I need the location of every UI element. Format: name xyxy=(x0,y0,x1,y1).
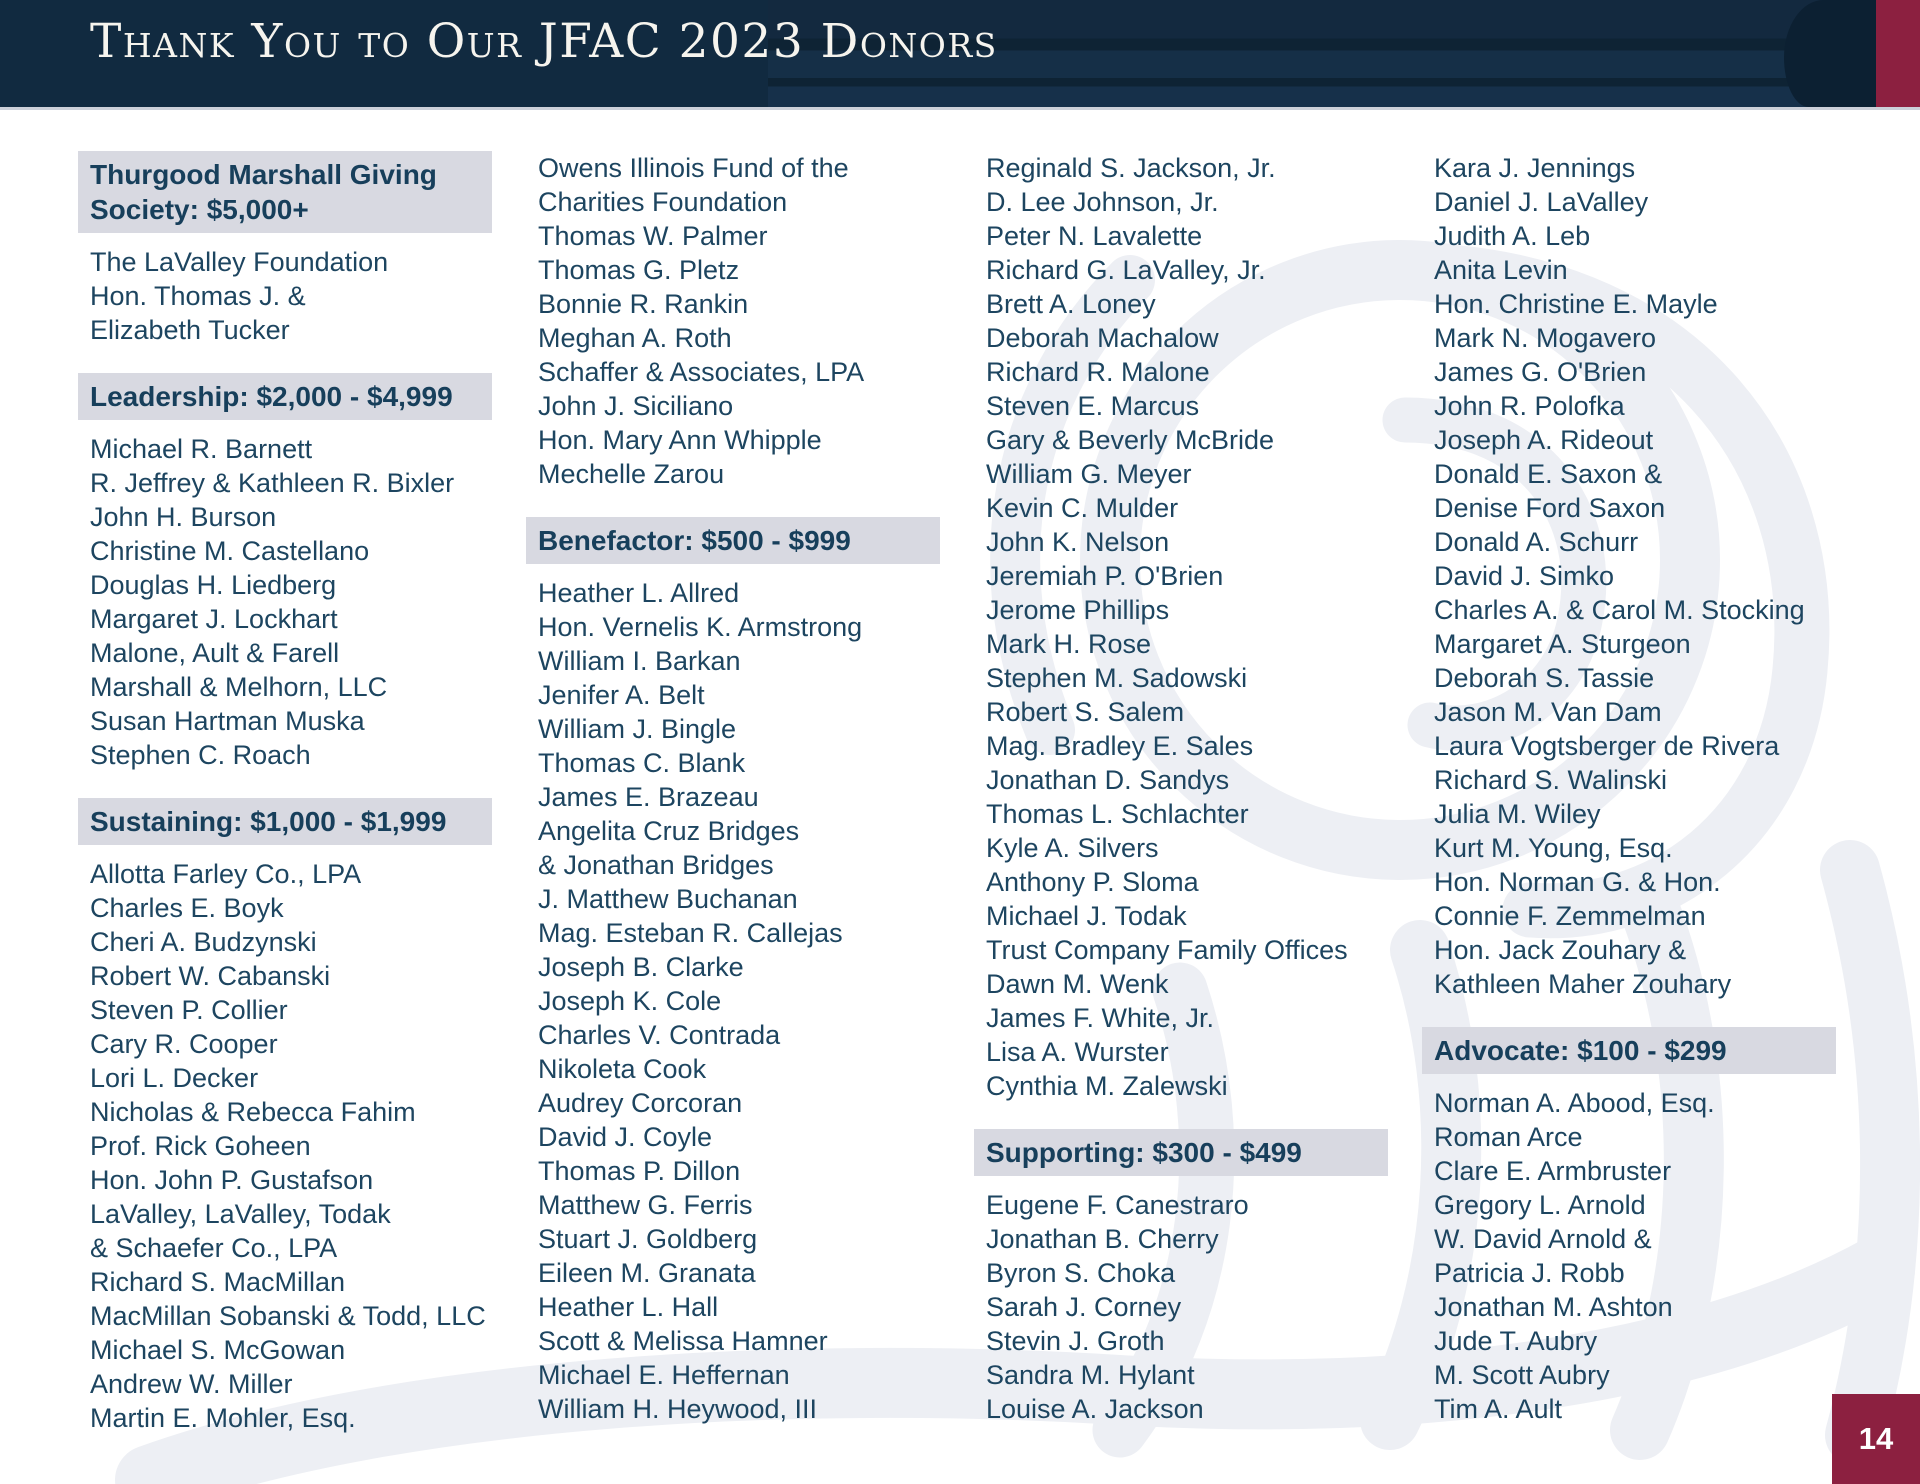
donor-name: Norman A. Abood, Esq. xyxy=(1434,1088,1715,1118)
page-number: 14 xyxy=(1858,1421,1894,1456)
donor-name: Bonnie R. Rankin xyxy=(538,289,749,319)
donor-name: Joseph B. Clarke xyxy=(538,952,744,982)
donor-name: R. Jeffrey & Kathleen R. Bixler xyxy=(90,468,455,498)
donor-column-3 xyxy=(986,151,1411,1435)
donor-name: Richard S. MacMillan xyxy=(90,1267,346,1297)
donor-name: Laura Vogtsberger de Rivera xyxy=(1434,731,1780,761)
donor-name: Jude T. Aubry xyxy=(1434,1326,1598,1356)
donor-name: Kurt M. Young, Esq. xyxy=(1434,833,1673,863)
donor-name: Malone, Ault & Farell xyxy=(90,638,340,668)
donor-name: Thomas G. Pletz xyxy=(538,255,740,285)
donor-name: Kara J. Jennings xyxy=(1434,153,1636,183)
donor-name: Connie F. Zemmelman xyxy=(1434,901,1706,931)
header-silhouette-shape xyxy=(1784,0,1876,107)
donor-name: Jonathan D. Sandys xyxy=(986,765,1230,795)
donor-name: Michael R. Barnett xyxy=(90,434,313,464)
donor-name: Louise A. Jackson xyxy=(986,1394,1204,1424)
donor-columns xyxy=(90,151,1880,1435)
donor-name: Douglas H. Liedberg xyxy=(90,570,337,600)
donor-column-4 xyxy=(1434,151,1859,1435)
donor-name: Jerome Phillips xyxy=(986,595,1170,625)
donor-name: Charities Foundation xyxy=(538,187,788,217)
donor-name: Reginald S. Jackson, Jr. xyxy=(986,153,1276,183)
donor-name: Audrey Corcoran xyxy=(538,1088,743,1118)
donor-name: Jeremiah P. O'Brien xyxy=(986,561,1224,591)
donor-name: Stuart J. Goldberg xyxy=(538,1224,758,1254)
donor-name: Daniel J. LaValley xyxy=(1434,187,1649,217)
donor-name: David J. Simko xyxy=(1434,561,1615,591)
donor-name: Mark H. Rose xyxy=(986,629,1152,659)
donor-name: Byron S. Choka xyxy=(986,1258,1176,1288)
donor-name: Robert S. Salem xyxy=(986,697,1185,727)
donor-name: William I. Barkan xyxy=(538,646,741,676)
donor-name: Trust Company Family Offices xyxy=(986,935,1348,965)
donor-name: Patricia J. Robb xyxy=(1434,1258,1625,1288)
donor-name: Richard G. LaValley, Jr. xyxy=(986,255,1266,285)
donor-name: Hon. Norman G. & Hon. xyxy=(1434,867,1721,897)
donor-name: & Schaefer Co., LPA xyxy=(90,1233,338,1263)
giving-level-heading: Leadership: $2,000 - $4,999 xyxy=(78,373,492,420)
donor-name: MacMillan Sobanski & Todd, LLC xyxy=(90,1301,486,1331)
donor-name: Mechelle Zarou xyxy=(538,459,725,489)
donor-name: Roman Arce xyxy=(1434,1122,1583,1152)
donor-name: Joseph A. Rideout xyxy=(1434,425,1654,455)
donor-name: William H. Heywood, III xyxy=(538,1394,818,1424)
donor-name: J. Matthew Buchanan xyxy=(538,884,798,914)
donor-name: Donald A. Schurr xyxy=(1434,527,1639,557)
donor-name: Deborah Machalow xyxy=(986,323,1219,353)
donor-name: Hon. Christine E. Mayle xyxy=(1434,289,1718,319)
donor-name: Thomas W. Palmer xyxy=(538,221,768,251)
donor-name: Heather L. Hall xyxy=(538,1292,719,1322)
donor-name: Meghan A. Roth xyxy=(538,323,732,353)
donor-name: Jenifer A. Belt xyxy=(538,680,705,710)
donor-name: Schaffer & Associates, LPA xyxy=(538,357,865,387)
donor-name: Margaret A. Sturgeon xyxy=(1434,629,1691,659)
donor-name: Marshall & Melhorn, LLC xyxy=(90,672,388,702)
giving-level-heading: Benefactor: $500 - $999 xyxy=(526,517,940,564)
donor-name: Margaret J. Lockhart xyxy=(90,604,338,634)
donor-name: Thomas P. Dillon xyxy=(538,1156,741,1186)
header-band xyxy=(0,0,1920,110)
donor-name: John R. Polofka xyxy=(1434,391,1625,421)
donor-name: Charles A. & Carol M. Stocking xyxy=(1434,595,1805,625)
donor-name: James F. White, Jr. xyxy=(986,1003,1215,1033)
donor-column-2 xyxy=(538,151,963,1435)
donor-name: Lori L. Decker xyxy=(90,1063,259,1093)
donor-name: Cheri A. Budzynski xyxy=(90,927,317,957)
donor-name: John H. Burson xyxy=(90,502,277,532)
giving-level-heading: Thurgood Marshall Giving Society: $5,000+ xyxy=(78,151,492,233)
donor-name: Peter N. Lavalette xyxy=(986,221,1203,251)
donor-name: Mark N. Mogavero xyxy=(1434,323,1657,353)
donor-name: Richard R. Malone xyxy=(986,357,1210,387)
giving-level-heading: Advocate: $100 - $299 xyxy=(1422,1027,1836,1074)
donor-name: M. Scott Aubry xyxy=(1434,1360,1610,1390)
donor-name: Kyle A. Silvers xyxy=(986,833,1159,863)
donor-name: Kathleen Maher Zouhary xyxy=(1434,969,1732,999)
donor-name: D. Lee Johnson, Jr. xyxy=(986,187,1219,217)
donor-name: Anthony P. Sloma xyxy=(986,867,1199,897)
donor-name: Andrew W. Miller xyxy=(90,1369,293,1399)
donor-name: Michael J. Todak xyxy=(986,901,1187,931)
donor-name: John K. Nelson xyxy=(986,527,1170,557)
donor-name: Robert W. Cabanski xyxy=(90,961,331,991)
donor-name: John J. Siciliano xyxy=(538,391,734,421)
donor-name: Kevin C. Mulder xyxy=(986,493,1179,523)
donor-name: Hon. Thomas J. & xyxy=(90,281,306,311)
donor-name: Tim A. Ault xyxy=(1434,1394,1563,1424)
donor-name: Matthew G. Ferris xyxy=(538,1190,753,1220)
donor-name: Brett A. Loney xyxy=(986,289,1156,319)
donor-name: Scott & Melissa Hamner xyxy=(538,1326,828,1356)
donor-name: Steven P. Collier xyxy=(90,995,288,1025)
donor-name: LaValley, LaValley, Todak xyxy=(90,1199,391,1229)
header-maroon-accent xyxy=(1876,0,1920,107)
donor-name: W. David Arnold & xyxy=(1434,1224,1652,1254)
page-number-badge xyxy=(1832,1394,1920,1484)
donor-name: William G. Meyer xyxy=(986,459,1192,489)
donor-name: Jonathan M. Ashton xyxy=(1434,1292,1673,1322)
giving-level-heading: Supporting: $300 - $499 xyxy=(974,1129,1388,1176)
donor-name: Stephen M. Sadowski xyxy=(986,663,1248,693)
donor-name: Jonathan B. Cherry xyxy=(986,1224,1219,1254)
donor-name: Thomas C. Blank xyxy=(538,748,746,778)
donor-name: Nikoleta Cook xyxy=(538,1054,707,1084)
donor-name: William J. Bingle xyxy=(538,714,737,744)
donor-name: Hon. John P. Gustafson xyxy=(90,1165,374,1195)
donor-name: Owens Illinois Fund of the xyxy=(538,153,849,183)
donor-name: Hon. Jack Zouhary & xyxy=(1434,935,1687,965)
donor-name: Cynthia M. Zalewski xyxy=(986,1071,1228,1101)
donor-name: Cary R. Cooper xyxy=(90,1029,278,1059)
donor-name: Sarah J. Corney xyxy=(986,1292,1182,1322)
donor-column-1 xyxy=(90,151,515,1435)
donor-name: Stephen C. Roach xyxy=(90,740,311,770)
page-title: Thank You to Our JFAC 2023 Donors xyxy=(90,14,998,69)
donor-name: Steven E. Marcus xyxy=(986,391,1200,421)
donor-name: Elizabeth Tucker xyxy=(90,315,290,345)
donor-name: Jason M. Van Dam xyxy=(1434,697,1662,727)
donor-name: Donald E. Saxon & xyxy=(1434,459,1663,489)
donor-name: Michael E. Heffernan xyxy=(538,1360,790,1390)
donor-name: Gregory L. Arnold xyxy=(1434,1190,1646,1220)
giving-level-heading: Sustaining: $1,000 - $1,999 xyxy=(78,798,492,845)
donor-name: Dawn M. Wenk xyxy=(986,969,1169,999)
donor-name: Gary & Beverly McBride xyxy=(986,425,1275,455)
donor-name: Clare E. Armbruster xyxy=(1434,1156,1672,1186)
donor-name: Denise Ford Saxon xyxy=(1434,493,1666,523)
donor-name: Thomas L. Schlachter xyxy=(986,799,1249,829)
donor-name: Mag. Esteban R. Callejas xyxy=(538,918,843,948)
donor-name: James G. O'Brien xyxy=(1434,357,1647,387)
donor-name: Julia M. Wiley xyxy=(1434,799,1601,829)
donor-name: Hon. Vernelis K. Armstrong xyxy=(538,612,863,642)
donor-name: Mag. Bradley E. Sales xyxy=(986,731,1254,761)
donor-name: Deborah S. Tassie xyxy=(1434,663,1655,693)
donor-name: Nicholas & Rebecca Fahim xyxy=(90,1097,416,1127)
donor-name: Christine M. Castellano xyxy=(90,536,370,566)
donor-name: Sandra M. Hylant xyxy=(986,1360,1195,1390)
donor-name: Heather L. Allred xyxy=(538,578,740,608)
donor-name: & Jonathan Bridges xyxy=(538,850,774,880)
donor-name: The LaValley Foundation xyxy=(90,247,389,277)
donor-name: Angelita Cruz Bridges xyxy=(538,816,800,846)
donor-name: Eileen M. Granata xyxy=(538,1258,756,1288)
donor-name: Joseph K. Cole xyxy=(538,986,722,1016)
donor-name: Charles E. Boyk xyxy=(90,893,284,923)
donor-name: Martin E. Mohler, Esq. xyxy=(90,1403,356,1433)
donor-name: Anita Levin xyxy=(1434,255,1568,285)
donor-name: Hon. Mary Ann Whipple xyxy=(538,425,822,455)
donor-name: Michael S. McGowan xyxy=(90,1335,346,1365)
donor-name: Judith A. Leb xyxy=(1434,221,1591,251)
donor-name: Susan Hartman Muska xyxy=(90,706,365,736)
donor-name: Prof. Rick Goheen xyxy=(90,1131,311,1161)
donor-name: Stevin J. Groth xyxy=(986,1326,1165,1356)
donor-name: Allotta Farley Co., LPA xyxy=(90,859,362,889)
donor-name: James E. Brazeau xyxy=(538,782,759,812)
donor-name: Lisa A. Wurster xyxy=(986,1037,1169,1067)
donor-name: Richard S. Walinski xyxy=(1434,765,1668,795)
donor-name: Eugene F. Canestraro xyxy=(986,1190,1249,1220)
donor-name: David J. Coyle xyxy=(538,1122,713,1152)
donor-name: Charles V. Contrada xyxy=(538,1020,781,1050)
